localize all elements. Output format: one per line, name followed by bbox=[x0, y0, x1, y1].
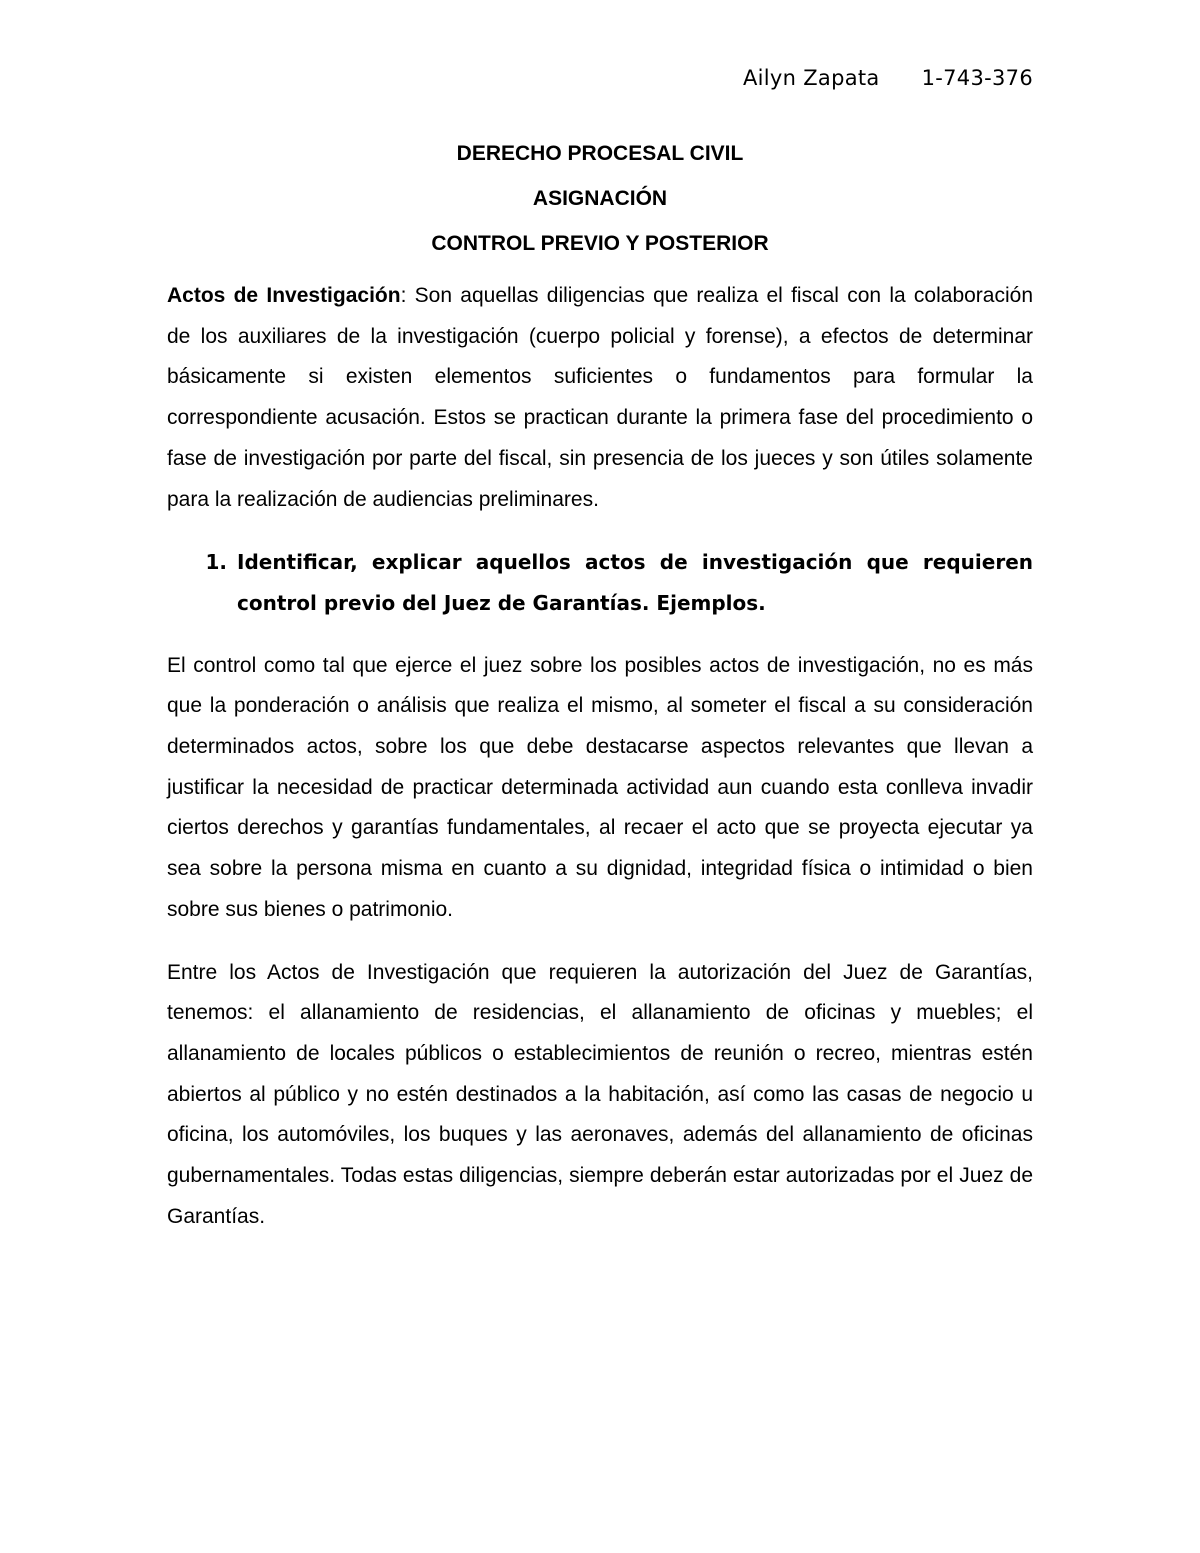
assignment-title: ASIGNACIÓN bbox=[532, 187, 668, 210]
question-text: Identificar, explicar aquellos actos de investigación que requieren control previo del Juez de Garantías. Ejemplos. bbox=[237, 550, 1033, 615]
intro-paragraph bbox=[167, 276, 1033, 520]
body-paragraph: Entre los Actos de Investigación que requieren la autorización del Juez de Garantías, tenemos: el allanamiento de residencias, el allanamiento de oficinas y muebles; el allanamiento de locales públicos o establecimientos de reunión o recreo, mientras estén abiertos al público y no estén destinados a la habitación, así como las casas de negocio u oficina, los automóviles, los buques y las aeronaves, además del allanamiento de oficinas gubernamentales. Todas estas diligencias, siempre deberán estar autorizadas por el Juez de Garantías. bbox=[167, 960, 1033, 1228]
intro-term: Actos de Investigación bbox=[167, 284, 401, 307]
body-paragraph: El control como tal que ejerce el juez sobre los posibles actos de investigación, no es más que la ponderación o análisis que realiza el mismo, al someter el fiscal a su consideración determinados actos, sobre los que debe destacarse aspectos relevantes que llevan a justificar la necesidad de practicar determinada actividad aun cuando esta conlleva invadir ciertos derechos y garantías fundamentales, al recaer el acto que se proyecta ejecutar ya sea sobre la persona misma en cuanto a su dignidad, integridad física o intimidad o bien sobre sus bienes o patrimonio. bbox=[167, 653, 1033, 921]
title-block bbox=[167, 136, 1033, 271]
page-header bbox=[743, 66, 1033, 90]
author-name: Ailyn Zapata bbox=[743, 66, 880, 90]
question-number: 1. bbox=[205, 550, 227, 575]
topic-title: CONTROL PREVIO Y POSTERIOR bbox=[431, 232, 769, 255]
question-item bbox=[167, 542, 1033, 623]
course-title: DERECHO PROCESAL CIVIL bbox=[456, 142, 744, 165]
student-id: 1-743-376 bbox=[921, 66, 1033, 90]
document-body bbox=[167, 276, 1033, 1259]
intro-text: : Son aquellas diligencias que realiza el fiscal con la colaboración de los auxiliares de la investigación (cuerpo policial y forense), a efectos de determinar básicamente si existen elementos suficientes o fundamentos para formular la correspondiente acusación. Estos se practican durante la primera fase del procedimiento o fase de investigación por parte del fiscal, sin presencia de los jueces y son útiles solamente para la realización de audiencias preliminares. bbox=[167, 284, 1033, 511]
